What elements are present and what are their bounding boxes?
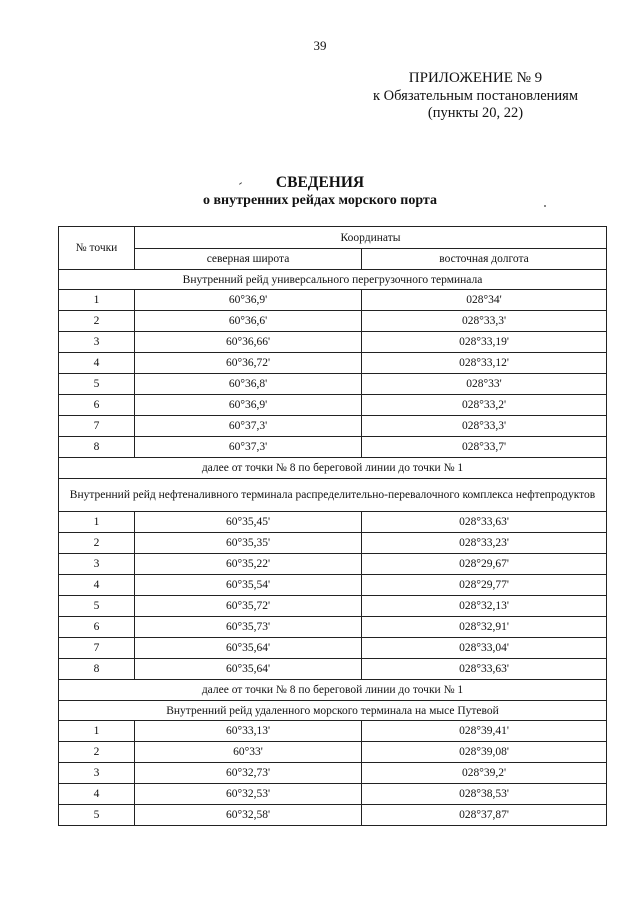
table-row [59,596,607,617]
table-row [59,763,607,784]
table-row [59,784,607,805]
point-number-cell: 4 [59,353,135,374]
section-title-row [59,270,607,290]
latitude-cell: 60°35,64' [135,638,362,659]
latitude-cell: 60°35,73' [135,617,362,638]
longitude-cell: 028°33,63' [362,659,607,680]
table-header-row [59,227,607,249]
latitude-cell: 60°35,72' [135,596,362,617]
point-number-cell: 6 [59,395,135,416]
table-row [59,353,607,374]
section-title: Внутренний рейд нефтеналивного терминала распределительно-перевалочного комплекса нефтепродуктов [59,479,607,512]
latitude-cell: 60°37,3' [135,437,362,458]
document-heading [0,173,640,210]
point-number-cell: 2 [59,533,135,554]
document-title: СВЕДЕНИЯ [275,174,365,191]
table-subheader-row [59,249,607,270]
point-number-cell: 8 [59,437,135,458]
latitude-cell: 60°37,3' [135,416,362,437]
latitude-cell: 60°35,45' [135,512,362,533]
longitude-cell: 028°39,41' [362,721,607,742]
continuation-note: далее от точки № 8 по береговой линии до точки № 1 [59,680,607,701]
section-title-row [59,701,607,721]
table-row [59,437,607,458]
point-number-cell: 3 [59,763,135,784]
latitude-cell: 60°32,53' [135,784,362,805]
point-number-cell: 7 [59,638,135,659]
longitude-cell: 028°38,53' [362,784,607,805]
longitude-cell: 028°39,2' [362,763,607,784]
page-number: 39 [313,38,327,53]
coordinates-table [58,226,607,826]
table-row [59,512,607,533]
point-number-cell: 2 [59,742,135,763]
appendix-clauses: (пункты 20, 22) [427,105,524,121]
table-row [59,332,607,353]
longitude-cell: 028°33,04' [362,638,607,659]
latitude-cell: 60°35,64' [135,659,362,680]
point-number-cell: 5 [59,374,135,395]
latitude-cell: 60°32,73' [135,763,362,784]
point-number-cell: 7 [59,416,135,437]
point-number-cell: 4 [59,784,135,805]
table-row [59,659,607,680]
point-number-cell: 5 [59,805,135,826]
document-subtitle: о внутренних рейдах морского порта [203,193,437,208]
longitude-cell: 028°39,08' [362,742,607,763]
table-row [59,805,607,826]
longitude-cell: 028°33,3' [362,311,607,332]
table-row [59,533,607,554]
latitude-cell: 60°36,8' [135,374,362,395]
table-row [59,374,607,395]
longitude-cell: 028°33,7' [362,437,607,458]
table-row [59,395,607,416]
latitude-cell: 60°32,58' [135,805,362,826]
longitude-cell: 028°32,91' [362,617,607,638]
section-title: Внутренний рейд удаленного морского терминала на мысе Путевой [59,701,607,721]
latitude-cell: 60°36,72' [135,353,362,374]
point-number-cell: 5 [59,596,135,617]
latitude-cell: 60°35,35' [135,533,362,554]
continuation-row [59,680,607,701]
point-number-cell: 3 [59,554,135,575]
appendix-title: ПРИЛОЖЕНИЕ № 9 [408,70,543,86]
latitude-cell: 60°35,54' [135,575,362,596]
table-row [59,311,607,332]
point-number-cell: 1 [59,721,135,742]
continuation-row [59,458,607,479]
table-row [59,617,607,638]
longitude-cell: 028°33,23' [362,533,607,554]
table-row [59,575,607,596]
latitude-cell: 60°36,66' [135,332,362,353]
header-longitude: восточная долгота [362,249,607,270]
appendix-reference: к Обязательным постановлениям [373,87,578,104]
longitude-cell: 028°33,63' [362,512,607,533]
longitude-cell: 028°29,77' [362,575,607,596]
point-number-cell: 1 [59,512,135,533]
header-latitude: северная широта [135,249,362,270]
point-number-cell: 2 [59,311,135,332]
longitude-cell: 028°37,87' [362,805,607,826]
latitude-cell: 60°35,22' [135,554,362,575]
table-row [59,742,607,763]
longitude-cell: 028°32,13' [362,596,607,617]
point-number-cell: 8 [59,659,135,680]
longitude-cell: 028°33,12' [362,353,607,374]
section-title: Внутренний рейд универсального перегрузочного терминала [59,270,607,290]
latitude-cell: 60°33' [135,742,362,763]
longitude-cell: 028°29,67' [362,554,607,575]
table-row [59,416,607,437]
table-row [59,554,607,575]
latitude-cell: 60°36,9' [135,290,362,311]
point-number-cell: 1 [59,290,135,311]
header-point-number: № точки [59,227,135,270]
longitude-cell: 028°33' [362,374,607,395]
point-number-cell: 4 [59,575,135,596]
longitude-cell: 028°34' [362,290,607,311]
table-row [59,721,607,742]
continuation-note: далее от точки № 8 по береговой линии до точки № 1 [59,458,607,479]
table-row [59,638,607,659]
longitude-cell: 028°33,19' [362,332,607,353]
table-row [59,290,607,311]
latitude-cell: 60°36,6' [135,311,362,332]
latitude-cell: 60°36,9' [135,395,362,416]
section-title-row [59,479,607,512]
appendix-block [373,70,578,123]
header-coordinates: Координаты [135,227,607,249]
point-number-cell: 6 [59,617,135,638]
point-number-cell: 3 [59,332,135,353]
longitude-cell: 028°33,2' [362,395,607,416]
latitude-cell: 60°33,13' [135,721,362,742]
longitude-cell: 028°33,3' [362,416,607,437]
